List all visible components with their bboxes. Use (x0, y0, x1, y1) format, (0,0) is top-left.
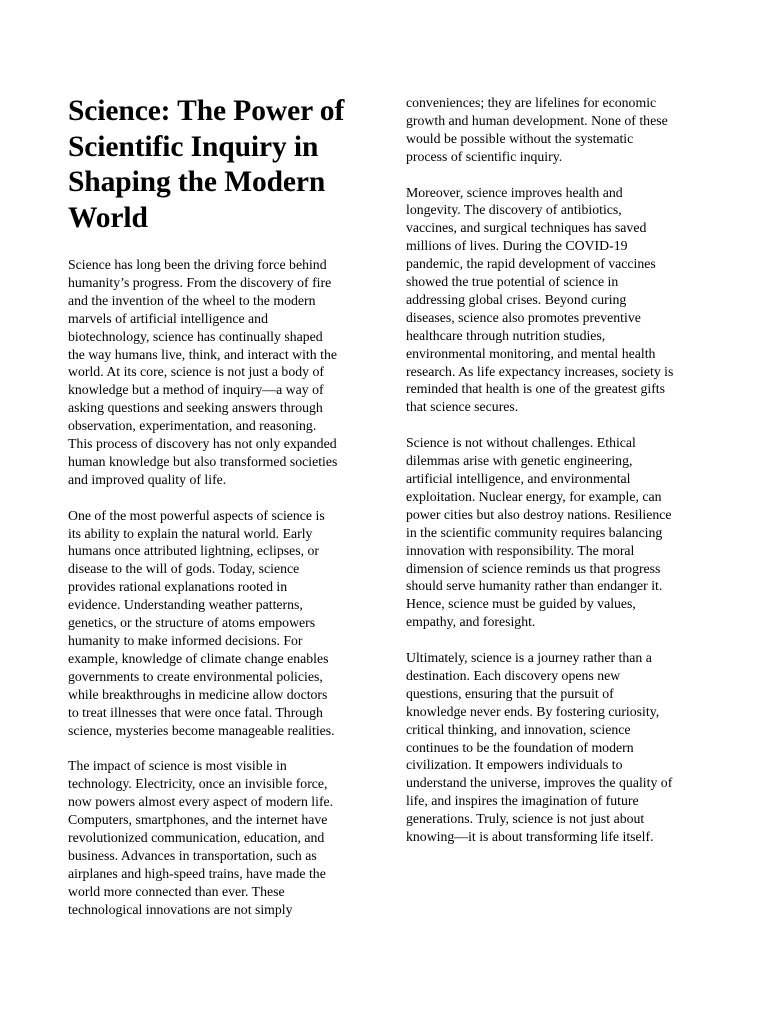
paragraph-line: exploitation. Nuclear energy, for example, can (406, 488, 662, 504)
paragraph-line: research. As life expectancy increases, society is (406, 363, 674, 379)
paragraph-line: observation, experimentation, and reasoning. (68, 418, 317, 434)
paragraph-line: One of the most powerful aspects of science is (68, 507, 325, 523)
paragraph-line: while breakthroughs in medicine allow doctors (68, 686, 328, 702)
paragraph-line: knowing—it is about transforming life itself. (406, 829, 654, 845)
paragraph-line: pandemic, the rapid development of vaccines (406, 256, 656, 272)
paragraph-line: reminded that health is one of the greatest gifts (406, 381, 665, 397)
paragraph-line: Science has long been the driving force behind (68, 257, 327, 272)
title-line: Shaping the Modern (68, 166, 326, 198)
paragraph-line: human knowledge but also transformed societies (68, 453, 338, 469)
paragraph-line: environmental monitoring, and mental health (406, 345, 656, 361)
paragraph-line: the way humans live, think, and interact with the (68, 346, 337, 362)
paragraph-line: to treat illnesses that were once fatal. Through (68, 704, 323, 720)
paragraph-line: its ability to explain the natural world. Early (68, 525, 313, 541)
article-title (68, 94, 368, 236)
paragraph-line: diseases, science also promotes preventive (406, 309, 641, 325)
body-paragraph (406, 649, 706, 846)
paragraph-line: Hence, science must be guided by values, (406, 596, 636, 612)
paragraph-line: process of scientific inquiry. (406, 148, 563, 164)
paragraph-line: disease to the will of gods. Today, science (68, 561, 300, 577)
paragraph-line: governments to create environmental policies, (68, 668, 323, 684)
paragraph-line: and the invention of the wheel to the modern (68, 292, 316, 308)
paragraph-line: biotechnology, science has continually shaped (68, 328, 323, 344)
paragraph-line: healthcare through nutrition studies, (406, 327, 606, 343)
paragraph-line: example, knowledge of climate change enables (68, 650, 329, 666)
paragraph-line: revolutionized communication, education, and (68, 829, 325, 845)
paragraph-line: technology. Electricity, once an invisible force, (68, 776, 328, 792)
paragraph-line: technological innovations are not simply (68, 901, 293, 917)
paragraph-line: The impact of science is most visible in (68, 758, 287, 774)
paragraph-line: marvels of artificial intelligence and (68, 310, 268, 326)
paragraph-line: Computers, smartphones, and the internet have (68, 812, 328, 828)
left-column (68, 94, 368, 936)
paragraph-line: humanity’s progress. From the discovery of fire (68, 274, 332, 290)
paragraph-line: questions, ensuring that the pursuit of (406, 685, 614, 701)
paragraph-line: dilemmas arise with genetic engineering, (406, 453, 633, 469)
paragraph-line: addressing global crises. Beyond curing (406, 291, 627, 307)
paragraph-line: artificial intelligence, and environmental (406, 471, 631, 486)
paragraph-line: continues to be the foundation of modern (406, 739, 634, 755)
body-paragraph (406, 434, 706, 631)
body-paragraph (68, 256, 368, 489)
paragraph-line: now powers almost every aspect of modern life. (68, 794, 334, 810)
paragraph-line: knowledge never ends. By fostering curiosity, (406, 703, 660, 719)
paragraph-line: This process of discovery has not only expanded (68, 436, 337, 452)
paragraph-line: and improved quality of life. (68, 471, 227, 487)
title-line: Scientific Inquiry in (68, 130, 319, 163)
paragraph-line: dimension of science reminds us that progress (406, 560, 661, 576)
paragraph-line: in the scientific community requires balancing (406, 524, 663, 540)
paragraph-line: that science secures. (406, 399, 519, 415)
paragraph-line: world. At its core, science is not just a body of (68, 364, 324, 380)
paragraph-line: Ultimately, science is a journey rather than a (406, 650, 652, 666)
paragraph-line: destination. Each discovery opens new (406, 667, 621, 683)
paragraph-line: longevity. The discovery of antibiotics, (406, 202, 622, 218)
left-paragraphs (68, 256, 368, 919)
paragraph-line: millions of lives. During the COVID-19 (406, 238, 628, 254)
paragraph-line: empathy, and foresight. (406, 614, 536, 630)
title-line: World (68, 201, 148, 234)
title-line: Science: The Power of (68, 95, 345, 127)
paragraph-line: should serve humanity rather than endanger it. (406, 578, 663, 594)
paragraph-line: business. Advances in transportation, such as (68, 847, 317, 863)
paragraph-line: life, and inspires the imagination of future (406, 793, 639, 809)
body-paragraph (68, 757, 368, 918)
right-column (406, 94, 706, 864)
paragraph-line: understand the universe, improves the quality of (406, 775, 673, 791)
body-paragraph (406, 94, 706, 166)
body-paragraph (406, 184, 706, 417)
paragraph-line: Moreover, science improves health and (406, 184, 623, 200)
paragraph-line: showed the true potential of science in (406, 274, 619, 290)
paragraph-line: science, mysteries become manageable realities. (68, 722, 335, 738)
paragraph-line: humanity to make informed decisions. For (68, 633, 303, 649)
paragraph-line: humans once attributed lightning, eclipses, or (68, 543, 319, 559)
paragraph-line: civilization. It empowers individuals to (406, 757, 623, 773)
paragraph-line: asking questions and seeking answers through (68, 400, 323, 416)
paragraph-line: innovation with responsibility. The moral (406, 542, 635, 558)
paragraph-line: Science is not without challenges. Ethical (406, 435, 636, 451)
paragraph-line: evidence. Understanding weather patterns, (68, 597, 303, 613)
paragraph-line: conveniences; they are lifelines for economic (406, 95, 657, 110)
paragraph-line: genetics, or the structure of atoms empowers (68, 615, 316, 631)
paragraph-line: would be possible without the systematic (406, 130, 634, 146)
paragraph-line: generations. Truly, science is not just about (406, 811, 645, 827)
body-paragraph (68, 507, 368, 740)
paragraph-line: growth and human development. None of these (406, 112, 668, 128)
paragraph-line: vaccines, and surgical techniques has saved (406, 220, 647, 236)
paragraph-line: provides rational explanations rooted in (68, 579, 288, 595)
right-paragraphs (406, 94, 706, 846)
paragraph-line: world more connected than ever. These (68, 883, 285, 899)
paragraph-line: knowledge but a method of inquiry—a way of (68, 382, 324, 398)
paragraph-line: critical thinking, and innovation, science (406, 721, 631, 737)
paragraph-line: airplanes and high-speed trains, have made the (68, 865, 326, 881)
paragraph-line: power cities but also destroy nations. Resilience (406, 506, 672, 522)
